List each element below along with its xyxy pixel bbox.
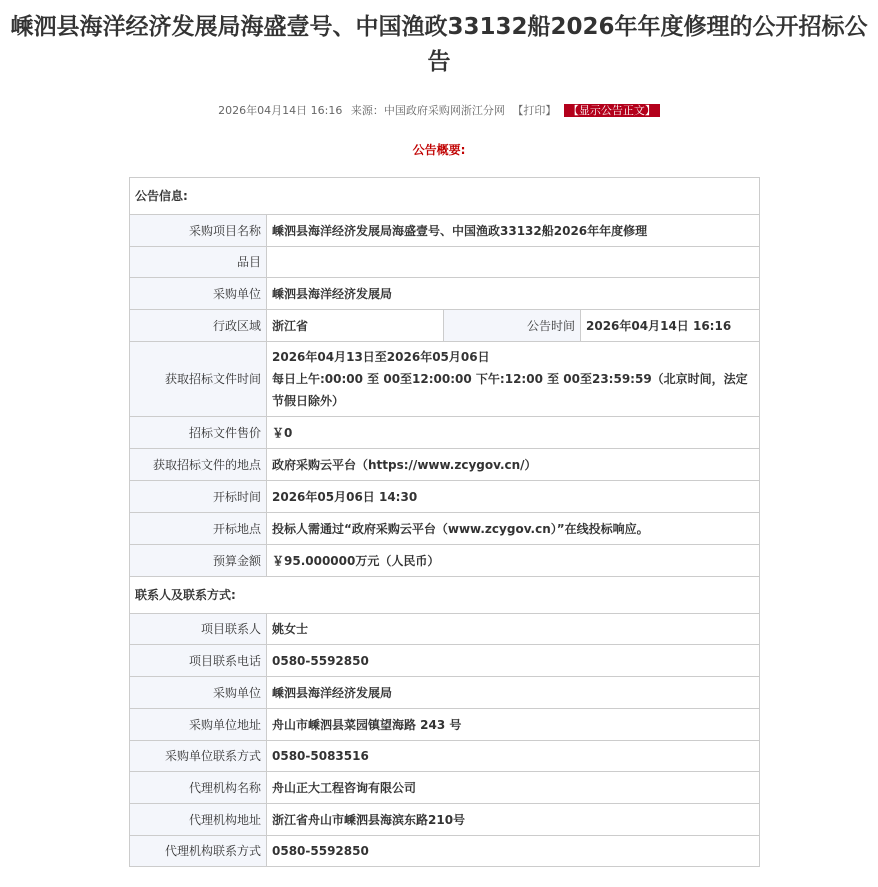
summary-heading: 公告概要: — [412, 143, 466, 157]
contact-buyer-value: 嵊泗县海洋经济发展局 — [267, 677, 760, 709]
source-label: 来源： — [350, 104, 384, 117]
table-row — [130, 545, 760, 577]
project-contact-value: 姚女士 — [267, 614, 760, 645]
table-row — [130, 215, 760, 247]
row-label: 采购单位联系方式 — [130, 741, 267, 772]
obtain-time-dates: 2026年04月13日至2026年05月06日 — [272, 350, 490, 364]
buyer-address-value: 舟山市嵊泗县菜园镇望海路 243 号 — [267, 709, 760, 741]
row-label: 采购单位 — [130, 278, 267, 310]
table-row — [130, 342, 760, 417]
meta-line — [0, 104, 878, 118]
row-label: 公告时间 — [444, 310, 581, 342]
table-row — [130, 417, 760, 449]
row-label: 采购项目名称 — [130, 215, 267, 247]
table-row — [130, 772, 760, 804]
region-value: 浙江省 — [267, 310, 444, 342]
row-label: 开标时间 — [130, 481, 267, 513]
open-place-value: 投标人需通过“政府采购云平台（www.zcygov.cn）”在线投标响应。 — [267, 513, 760, 545]
obtain-time-hours: 每日上午:00:00 至 00至12:00:00 下午:12:00 至 00至23:59:59（北京时间，法定节假日除外） — [272, 372, 748, 408]
publish-time-value: 2026年04月14日 16:16 — [581, 310, 760, 342]
buyer-value: 嵊泗县海洋经济发展局 — [267, 278, 760, 310]
row-label: 获取招标文件的地点 — [130, 449, 267, 481]
project-name-value: 嵊泗县海洋经济发展局海盛壹号、中国渔政33132船2026年年度修理 — [267, 215, 760, 247]
buyer-phone-value: 0580-5083516 — [267, 741, 760, 772]
publish-datetime: 2026年04月14日 16:16 — [218, 104, 343, 117]
table-row — [130, 645, 760, 677]
row-label: 采购单位 — [130, 677, 267, 709]
table-row — [130, 513, 760, 545]
doc-price-value: ￥0 — [267, 417, 760, 449]
row-label: 代理机构地址 — [130, 804, 267, 836]
row-label: 预算金额 — [130, 545, 267, 577]
agency-value: 舟山正大工程咨询有限公司 — [267, 772, 760, 804]
open-time-value: 2026年05月06日 14:30 — [267, 481, 760, 513]
obtain-time-value — [267, 342, 760, 417]
item-value — [267, 247, 760, 278]
table-row — [130, 310, 760, 342]
table-row — [130, 709, 760, 741]
source-name: 中国政府采购网浙江分网 — [383, 104, 505, 117]
row-label: 开标地点 — [130, 513, 267, 545]
table-row — [130, 247, 760, 278]
project-phone-value: 0580-5592850 — [267, 645, 760, 677]
table-row — [130, 804, 760, 836]
row-label: 行政区域 — [130, 310, 267, 342]
table-row — [130, 577, 760, 614]
row-label: 品目 — [130, 247, 267, 278]
row-label: 代理机构联系方式 — [130, 836, 267, 867]
page-title: 嵊泗县海洋经济发展局海盛壹号、中国渔政33132船2026年年度修理的公开招标公告 — [10, 14, 868, 75]
table-row — [130, 449, 760, 481]
contact-section-header: 联系人及联系方式: — [130, 577, 760, 614]
row-label: 代理机构名称 — [130, 772, 267, 804]
notice-summary-table — [129, 177, 760, 867]
notice-section-header: 公告信息: — [130, 178, 760, 215]
table-row — [130, 741, 760, 772]
table-row — [130, 481, 760, 513]
row-label: 招标文件售价 — [130, 417, 267, 449]
row-label: 获取招标文件时间 — [130, 342, 267, 417]
table-row — [130, 677, 760, 709]
agency-phone-value: 0580-5592850 — [267, 836, 760, 867]
row-label: 项目联系电话 — [130, 645, 267, 677]
show-notice-button[interactable]: 【显示公告正文】 — [564, 104, 660, 117]
obtain-place-value: 政府采购云平台（https://www.zcygov.cn/） — [267, 449, 760, 481]
row-label: 项目联系人 — [130, 614, 267, 645]
budget-value: ￥95.000000万元（人民币） — [267, 545, 760, 577]
print-link[interactable]: 【打印】 — [512, 104, 557, 117]
table-row — [130, 836, 760, 867]
table-row — [130, 278, 760, 310]
table-row — [130, 178, 760, 215]
table-row — [130, 614, 760, 645]
agency-address-value: 浙江省舟山市嵊泗县海滨东路210号 — [267, 804, 760, 836]
row-label: 采购单位地址 — [130, 709, 267, 741]
